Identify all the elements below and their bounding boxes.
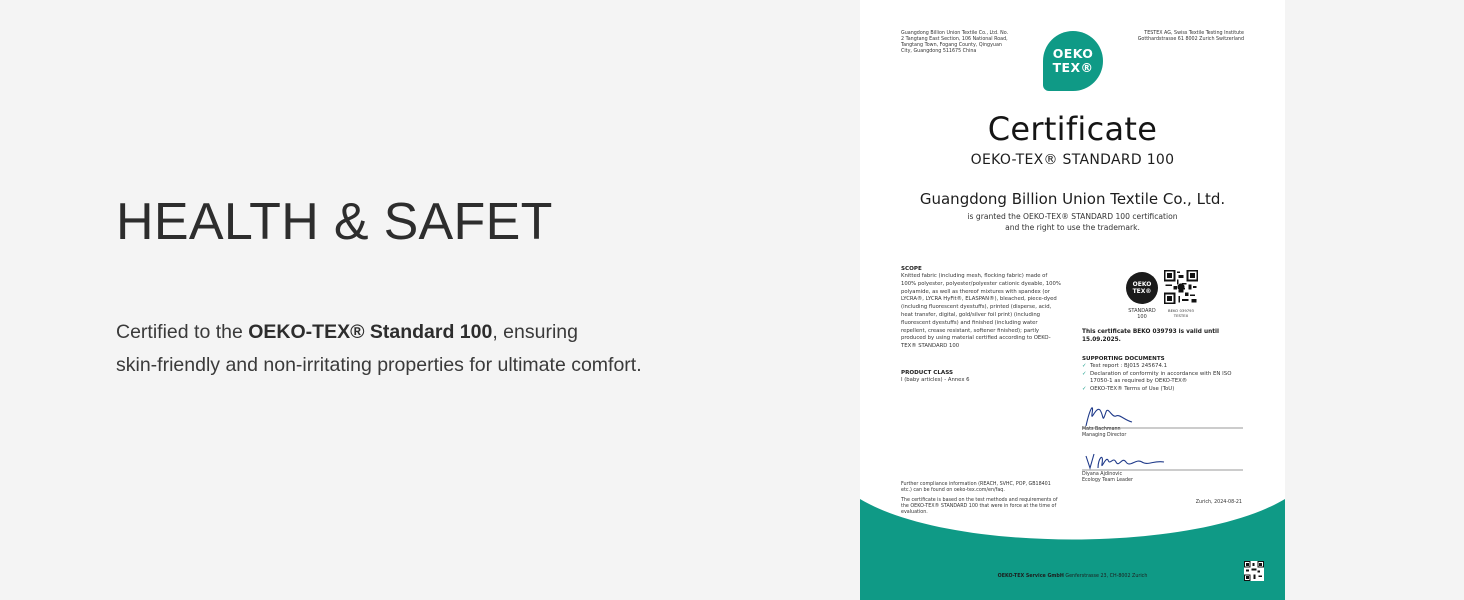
oeko-tex-logo [1043, 31, 1103, 91]
company-name: Guangdong Billion Union Textile Co., Ltd. [919, 190, 1226, 208]
signer-1-title: Managing Director [1082, 433, 1127, 439]
badge-label-line2: 100 [1137, 314, 1147, 320]
logo-line1: OEKO [1052, 46, 1094, 61]
supporting-documents [1082, 356, 1252, 393]
issue-date: Zurich, 2024-08-21 [1195, 500, 1242, 505]
methods-note: The certificate is based on the test methods and requirements of the OEKO-TEX® STANDARD 100 that were in force at the time of evaluation. [901, 498, 1058, 516]
supporting-item [1082, 363, 1252, 371]
footer-street: Genferstrasse 23, CH-8002 Zurich [1065, 574, 1148, 579]
validity-line2: 15.09.2025. [1082, 336, 1121, 343]
qr-label [1160, 308, 1202, 318]
scope-label: SCOPE [901, 266, 922, 272]
supporting-item-text: OEKO-TEX® Terms of Use (ToU) [1090, 385, 1175, 392]
badge-line1: OEKO [1132, 281, 1152, 288]
granted-line2: and the right to use the trademark. [1005, 222, 1140, 232]
check-icon: ✓ [1082, 385, 1087, 392]
desc-line1-suffix: , ensuring [492, 321, 578, 343]
badge-label-line1: STANDARD [1128, 308, 1156, 314]
scope-text: Knitted fabric (including mesh, flocking fabric) made of 100% polyester, polyester/polyester cationic dyeable, 100% polyamide, as well as thereof mixtures with spandex (or LYCRA®, LYCRA HyFit®, ELASPAN®), bleached, piece-dyed (including fluorescent dyestuffs), printed (disperse, acid, heat transfer, digital, gold/silver foil print) (including fluorescent dyestuffs) and finished (including water repellent, crease resistant, softener finished); partly produced by using material certified according to OEKO-TEX® STANDARD 100 [901, 273, 1061, 350]
signer-2-name: Diyana Ajdinovic [1082, 472, 1123, 477]
badge-line2: TEX® [1132, 288, 1152, 295]
product-class-label: PRODUCT CLASS [901, 370, 954, 376]
granted-line1: is granted the OEKO-TEX® STANDARD 100 certification [967, 212, 1178, 221]
footer-qr-code-icon [1244, 561, 1264, 581]
qr-label-line2: TESTEX [1173, 313, 1189, 318]
supporting-item-text: Declaration of conformity in accordance with EN ISO 17050-1 as required by OEKO-TEX® [1090, 370, 1232, 384]
signature-2 [1080, 446, 1245, 474]
supporting-item-text: Test report : BJ015 245674.1 [1090, 363, 1168, 369]
certificate-document [860, 0, 1285, 600]
desc-line2: skin-friendly and non-irritating properties for ultimate comfort. [116, 354, 642, 376]
desc-prefix: Certified to the [116, 321, 249, 343]
footer-wave [860, 495, 1285, 600]
supporting-documents-label: SUPPORTING DOCUMENTS [1082, 356, 1165, 362]
scope-section [901, 266, 1061, 351]
certificate-title: Certificate [987, 110, 1158, 148]
validity-line1: This certificate BEKO 039793 is valid until [1082, 329, 1219, 335]
supporting-item [1082, 371, 1252, 386]
signer-1-name: Mats Bachmann [1082, 427, 1121, 432]
validity-statement [1082, 329, 1252, 344]
product-class-section [901, 370, 1061, 385]
check-icon: ✓ [1082, 370, 1087, 377]
company-address: Guangdong Billion Union Textile Co., Ltd. No. 2 Tangtang East Section, 106 National Road, Tangtang Town, Fogang County, Qingyuan City, Guangdong 511675 China [901, 31, 1009, 55]
signer-1 [1082, 427, 1126, 440]
logo-line2: TEX® [1052, 60, 1094, 75]
supporting-item [1082, 386, 1252, 394]
footer-company: OEKO-TEX Service GmbH [997, 574, 1064, 579]
signer-2 [1082, 472, 1133, 485]
badge-label [1118, 308, 1166, 320]
check-icon: ✓ [1082, 363, 1087, 369]
compliance-note: Further compliance information (REACH, SVHC, POP, GB18401 etc.) can be found on oeko-tex.com/en/faq. [901, 482, 1051, 494]
qr-label-line1: BEKO 039793 [1168, 308, 1194, 313]
description [116, 316, 756, 382]
granted-statement [860, 212, 1285, 233]
footer-address [860, 574, 1285, 579]
product-class-text: I (baby articles) - Annex 6 [901, 377, 970, 383]
standard-badge [1126, 272, 1158, 304]
signer-2-title: Ecology Team Leader [1082, 478, 1133, 484]
section-heading: HEALTH & SAFET [116, 193, 553, 251]
institute-address: TESTEX AG, Swiss Textile Testing Institute Gotthardstrasse 61 8002 Zurich Switzerland [1137, 31, 1244, 43]
desc-bold-standard: OEKO-TEX® Standard 100 [248, 321, 493, 343]
certificate-subtitle: OEKO-TEX® STANDARD 100 [970, 152, 1175, 168]
qr-code-icon [1164, 270, 1198, 304]
